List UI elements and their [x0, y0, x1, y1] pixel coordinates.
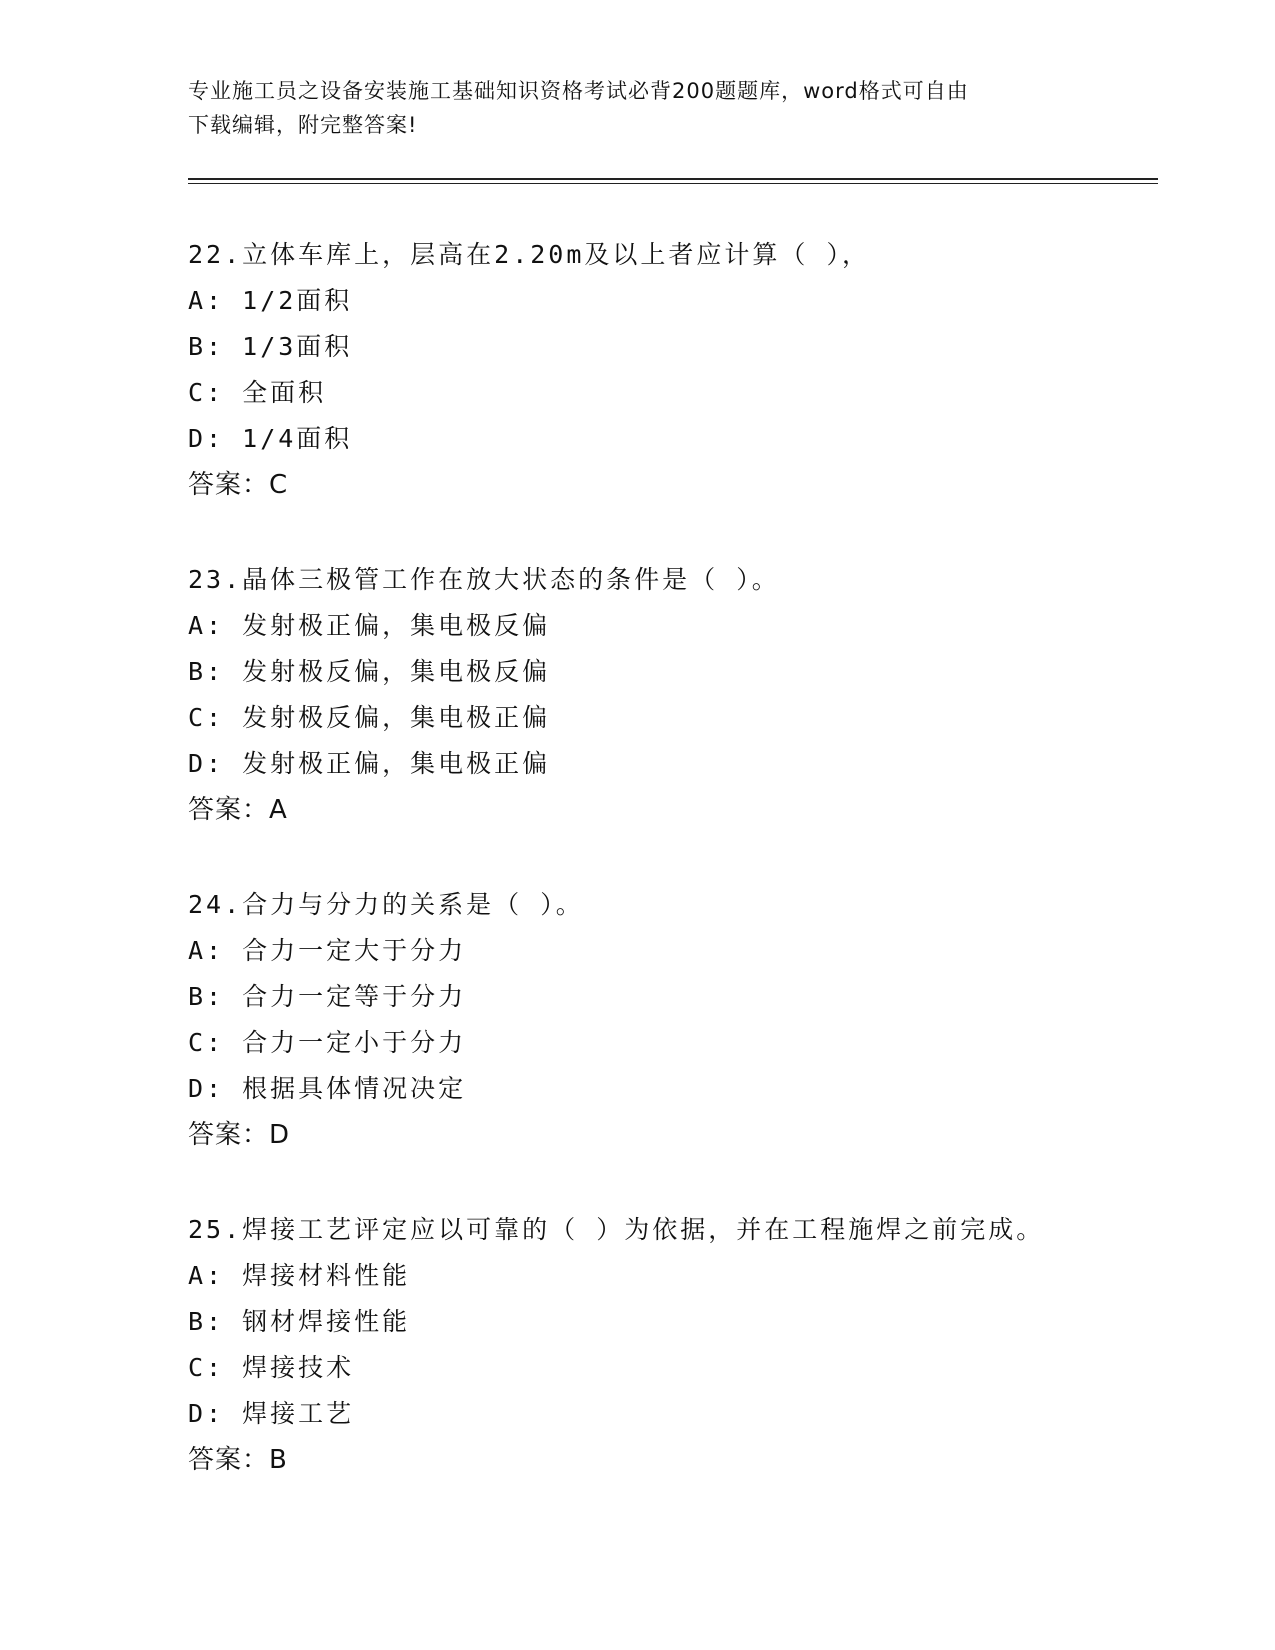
header-divider-thin — [188, 183, 1158, 184]
option-a: A: 发射极正偏，集电极反偏 — [188, 611, 551, 640]
question-stem: 22.立体车库上，层高在2.20m及以上者应计算（ ）， — [188, 240, 870, 269]
option-a: A: 合力一定大于分力 — [188, 936, 467, 965]
question-22 — [188, 232, 1148, 508]
option-d: D: 焊接工艺 — [188, 1399, 355, 1428]
document-header — [188, 74, 1088, 142]
question-stem: 24.合力与分力的关系是（ ）。 — [188, 890, 584, 919]
header-line-1: 专业施工员之设备安装施工基础知识资格考试必背200题题库，word格式可自由 — [188, 79, 969, 103]
answer-line: 答案：C — [188, 470, 289, 500]
answer-line: 答案：D — [188, 1120, 291, 1150]
option-a: A: 1/2面积 — [188, 286, 353, 315]
option-b: B: 合力一定等于分力 — [188, 982, 467, 1011]
option-b: B: 1/3面积 — [188, 332, 353, 361]
option-b: B: 钢材焊接性能 — [188, 1307, 411, 1336]
option-c: C: 合力一定小于分力 — [188, 1028, 467, 1057]
question-stem: 25.焊接工艺评定应以可靠的（ ）为依据，并在工程施焊之前完成。 — [188, 1215, 1045, 1244]
question-24 — [188, 882, 1148, 1158]
option-d: D: 1/4面积 — [188, 424, 353, 453]
option-c: C: 发射极反偏，集电极正偏 — [188, 703, 551, 732]
option-b: B: 发射极反偏，集电极反偏 — [188, 657, 551, 686]
answer-line: 答案：B — [188, 1445, 288, 1475]
question-23 — [188, 557, 1148, 833]
question-stem: 23.晶体三极管工作在放大状态的条件是（ ）。 — [188, 565, 780, 594]
option-c: C: 焊接技术 — [188, 1353, 355, 1382]
question-25 — [188, 1207, 1148, 1483]
option-a: A: 焊接材料性能 — [188, 1261, 411, 1290]
option-d: D: 发射极正偏，集电极正偏 — [188, 749, 551, 778]
answer-line: 答案：A — [188, 795, 288, 825]
header-line-2: 下载编辑，附完整答案! — [188, 113, 418, 137]
option-d: D: 根据具体情况决定 — [188, 1074, 467, 1103]
option-c: C: 全面积 — [188, 378, 327, 407]
header-divider-thick — [188, 178, 1158, 180]
